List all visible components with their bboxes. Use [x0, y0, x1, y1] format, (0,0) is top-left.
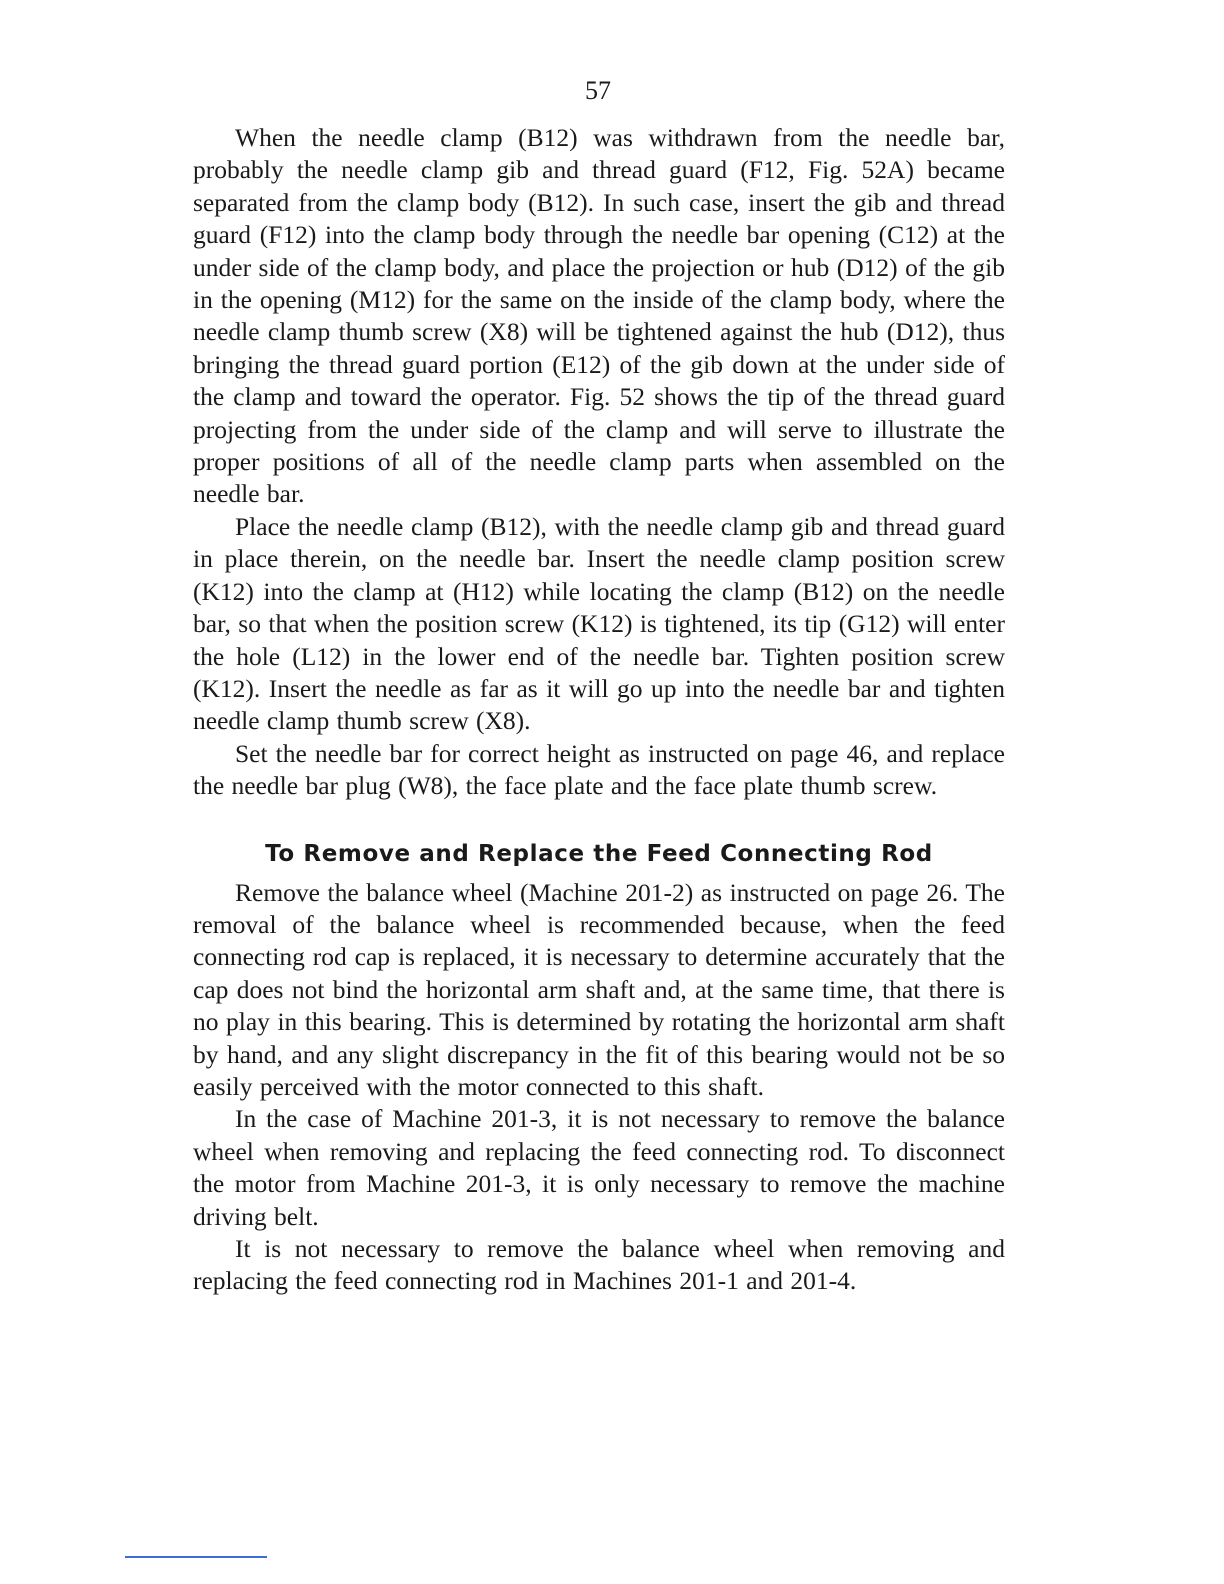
- paragraph-place-needle-clamp: Place the needle clamp (B12), with the needle clamp gib and thread guard in place therein, on the needle bar. Insert the needle clamp position screw (K12) into the clamp at (H12) while locating the clamp (B12) on the needle bar, so that when the position screw (K12) is tightened, its tip (G12) will enter the hole (L12) in the lower end of the needle bar. Tighten position screw (K12). Insert the needle as far as it will go up into the needle bar and tighten needle clamp thumb screw (X8).: [193, 511, 1005, 736]
- footnote-divider: [125, 1556, 267, 1558]
- page-number: 57: [585, 76, 611, 105]
- page-body: [193, 122, 1005, 1298]
- paragraph-set-needle-bar: Set the needle bar for correct height as instructed on page 46, and replace the needle bar plug (W8), the face plate and the face plate thumb screw.: [193, 738, 1005, 801]
- paragraph-remove-balance-wheel: Remove the balance wheel (Machine 201-2) as instructed on page 26. The removal of the balance wheel is recommended because, when the feed connecting rod cap is replaced, it is necessary to determine accurately that the cap does not bind the horizontal arm shaft and, at the same time, that there is no play in this bearing. This is determined by rotating the horizontal arm shaft by hand, and any slight discrepancy in the fit of this bearing would not be so easily perceived with the motor connected to this shaft.: [193, 877, 1005, 1101]
- paragraph-machines-201-1-201-4: It is not necessary to remove the balance wheel when removing and replacing the feed connecting rod in Machines 201-1 and 201-4.: [193, 1234, 1005, 1296]
- section-heading-feed-connecting-rod: To Remove and Replace the Feed Connecting Rod: [265, 840, 933, 867]
- paragraph-needle-clamp-gib: When the needle clamp (B12) was withdrawn from the needle bar, probably the needle clamp gib and thread guard (F12, Fig. 52A) became separated from the clamp body (B12). In such case, insert the gib and thread guard (F12) into the clamp body through the needle bar opening (C12) at the under side of the clamp body, and place the projection or hub (D12) of the gib in the opening (M12) for the same on the inside of the clamp body, where the needle clamp thumb screw (X8) will be tightened against the hub (D12), thus bringing the thread guard portion (E12) of the gib down at the under side of the clamp and toward the operator. Fig. 52 shows the tip of the thread guard projecting from the under side of the clamp and will serve to illustrate the proper positions of all of the needle clamp parts when assembled on the needle bar.: [193, 123, 1005, 509]
- paragraph-machine-201-3: In the case of Machine 201-3, it is not necessary to remove the balance wheel when removing and replacing the feed connecting rod. To disconnect the motor from Machine 201-3, it is only necessary to remove the machine driving belt.: [193, 1104, 1005, 1231]
